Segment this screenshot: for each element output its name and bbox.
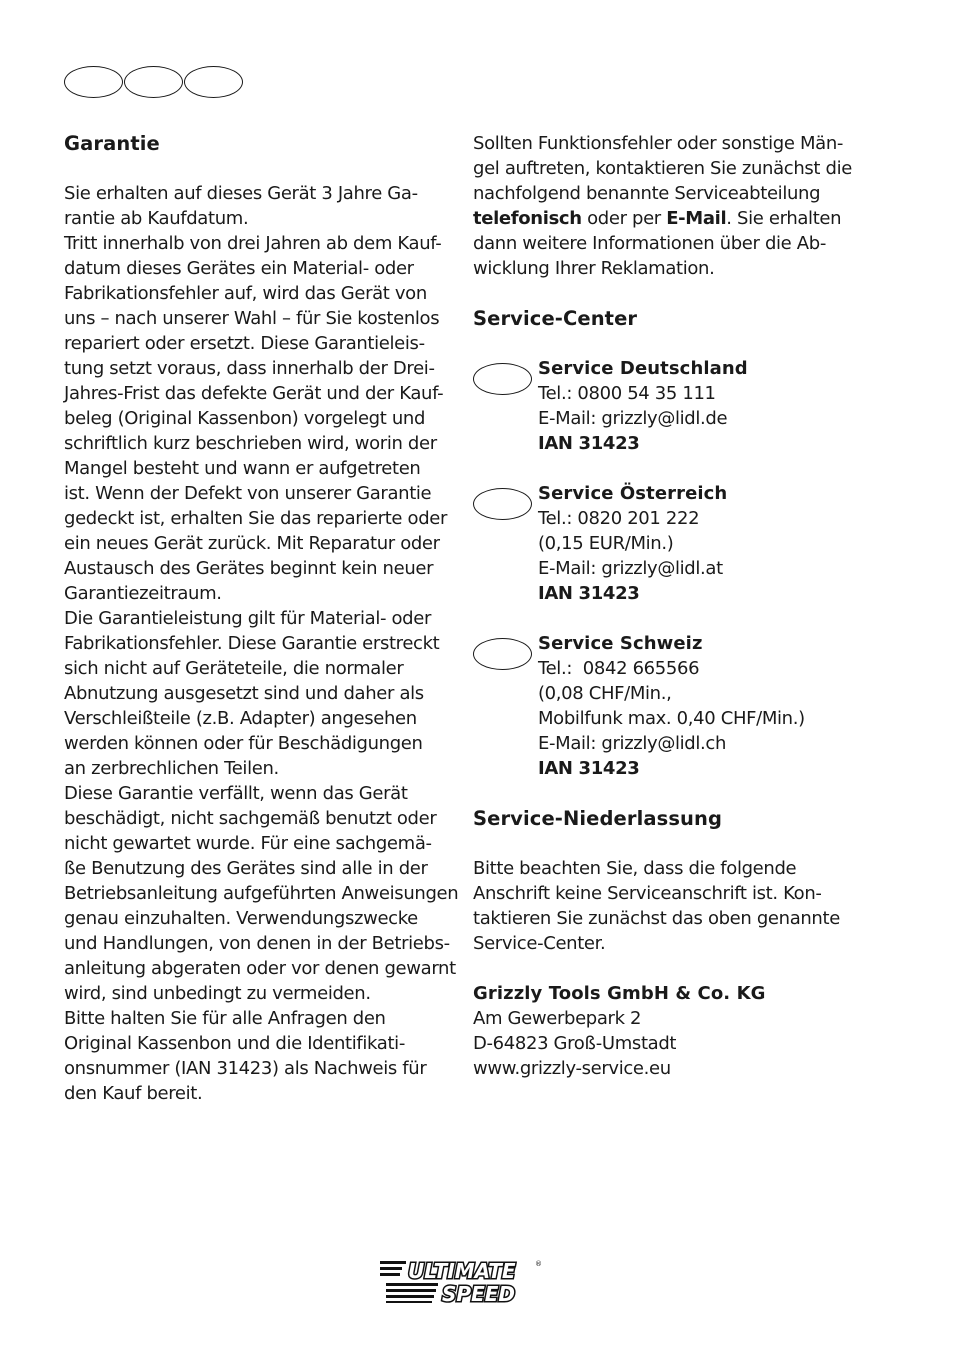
guarantee-line: Garantiezeitraum. [64, 583, 222, 604]
guarantee-line: und Handlungen, von denen in der Betriebs- [64, 933, 450, 954]
guarantee-line: schriftlich kurz beschrieben wird, worin der [64, 433, 437, 454]
guarantee-line: ist. Wenn der Defekt von unserer Garantie [64, 483, 432, 504]
niederlassung-heading: Service-Niederlassung [473, 807, 723, 830]
guarantee-line: Fabrikationsfehler auf, wird das Gerät von [64, 283, 427, 304]
guarantee-heading: Garantie [64, 132, 160, 155]
niederlassung-line: Service-Center. [473, 933, 606, 954]
service-center-heading: Service-Center [473, 307, 638, 330]
guarantee-line: gedeckt ist, erhalten Sie das reparierte oder [64, 508, 448, 529]
guarantee-line: den Kauf bereit. [64, 1083, 203, 1104]
guarantee-line: Sie erhalten auf dieses Gerät 3 Jahre Ga- [64, 183, 418, 204]
niederlassung-line: Anschrift keine Serviceanschrift ist. Kon- [473, 883, 822, 904]
guarantee-line: wird, sind unbedingt zu vermeiden. [64, 983, 371, 1004]
service-email: E-Mail: grizzly@lidl.at [538, 558, 723, 579]
guarantee-line: ße Benutzung des Gerätes sind alle in der [64, 858, 428, 879]
country-code-ovals [64, 66, 243, 98]
company-address [473, 981, 873, 1081]
company-web: www.grizzly-service.eu [473, 1058, 671, 1079]
guarantee-line: anleitung abgeraten oder vor denen gewarnt [64, 958, 456, 979]
guarantee-text [64, 181, 459, 1106]
service-rate-mobile: Mobilfunk max. 0,40 CHF/Min.) [538, 708, 805, 729]
guarantee-line: Abnutzung ausgesetzt sind und daher als [64, 683, 424, 704]
guarantee-line: Austausch des Gerätes beginnt kein neuer [64, 558, 434, 579]
intro-line: nachfolgend benannte Serviceabteilung [473, 183, 821, 204]
ultimate-speed-logo [378, 1256, 543, 1306]
email-emphasis: E-Mail [666, 208, 727, 229]
service-phone: Tel.: 0820 201 222 [538, 508, 700, 529]
niederlassung-text [473, 856, 873, 956]
guarantee-line: Jahres-Frist das defekte Gerät und der Kauf- [64, 383, 444, 404]
country-oval-switzerland [473, 638, 532, 670]
service-email: E-Mail: grizzly@lidl.de [538, 408, 728, 429]
guarantee-line: tung setzt voraus, dass innerhalb der Drei- [64, 358, 435, 379]
guarantee-line: datum dieses Gerätes ein Material- oder [64, 258, 414, 279]
service-rate: (0,08 CHF/Min., [538, 683, 672, 704]
country-oval-3 [184, 66, 243, 98]
service-rate: (0,15 EUR/Min.) [538, 533, 674, 554]
service-title: Service Österreich [538, 483, 728, 504]
intro-line-mid: oder per [581, 208, 667, 229]
service-ian: IAN 31423 [538, 758, 640, 779]
intro-line: gel auftreten, kontaktieren Sie zunächst die [473, 158, 852, 179]
guarantee-line: Bitte halten Sie für alle Anfragen den [64, 1008, 386, 1029]
guarantee-line: Mangel besteht und wann er aufgetreten [64, 458, 421, 479]
country-oval-germany [473, 363, 532, 395]
service-phone: Tel.: 0800 54 35 111 [538, 383, 716, 404]
company-name: Grizzly Tools GmbH & Co. KG [473, 983, 766, 1004]
country-oval-austria [473, 488, 532, 520]
guarantee-line: Tritt innerhalb von drei Jahren ab dem Kauf- [64, 233, 442, 254]
service-ian: IAN 31423 [538, 583, 640, 604]
company-city: D-64823 Groß-Umstadt [473, 1033, 677, 1054]
guarantee-line: sich nicht auf Geräteteile, die normaler [64, 658, 404, 679]
guarantee-line: nicht gewartet wurde. Für eine sachgemä- [64, 833, 432, 854]
guarantee-column [64, 131, 459, 1106]
telefonisch-emphasis: telefonisch [473, 208, 582, 229]
service-ian: IAN 31423 [538, 433, 640, 454]
guarantee-line: an zerbrechlichen Teilen. [64, 758, 279, 779]
guarantee-line: uns – nach unserer Wahl – für Sie kostenlos [64, 308, 440, 329]
service-switzerland [473, 631, 873, 781]
guarantee-line: repariert oder ersetzt. Diese Garantieleis- [64, 333, 425, 354]
guarantee-line: beleg (Original Kassenbon) vorgelegt und [64, 408, 426, 429]
logo-line2: SPEED [442, 1282, 515, 1306]
niederlassung-line: taktieren Sie zunächst das oben genannte [473, 908, 840, 929]
guarantee-line: Fabrikationsfehler. Diese Garantie erstreckt [64, 633, 440, 654]
intro-line: Sollten Funktionsfehler oder sonstige Män- [473, 133, 844, 154]
guarantee-line: Verschleißteile (z.B. Adapter) angesehen [64, 708, 417, 729]
intro-line [473, 206, 873, 231]
company-street: Am Gewerbepark 2 [473, 1008, 642, 1029]
guarantee-line: rantie ab Kaufdatum. [64, 208, 249, 229]
guarantee-line: beschädigt, nicht sachgemäß benutzt oder [64, 808, 437, 829]
service-title: Service Schweiz [538, 633, 703, 654]
service-intro [473, 131, 873, 281]
service-column [473, 131, 873, 1081]
logo-line1: ULTIMATE [408, 1259, 516, 1283]
intro-line: dann weitere Informationen über die Ab- [473, 233, 826, 254]
service-germany [473, 356, 873, 456]
guarantee-line: Original Kassenbon und die Identifikati- [64, 1033, 405, 1054]
guarantee-line: Betriebsanleitung aufgeführten Anweisungen [64, 883, 459, 904]
guarantee-line: onsnummer (IAN 31423) als Nachweis für [64, 1058, 427, 1079]
service-email: E-Mail: grizzly@lidl.ch [538, 733, 726, 754]
guarantee-line: werden können oder für Beschädigungen [64, 733, 423, 754]
country-oval-2 [124, 66, 183, 98]
country-oval-1 [64, 66, 123, 98]
service-austria [473, 481, 873, 606]
service-title: Service Deutschland [538, 358, 748, 379]
intro-line: wicklung Ihrer Reklamation. [473, 258, 715, 279]
guarantee-line: Die Garantieleistung gilt für Material- oder [64, 608, 432, 629]
guarantee-line: Diese Garantie verfällt, wenn das Gerät [64, 783, 408, 804]
guarantee-line: ein neues Gerät zurück. Mit Reparatur oder [64, 533, 440, 554]
guarantee-line: genau einzuhalten. Verwendungszwecke [64, 908, 418, 929]
intro-line-end: . Sie erhalten [726, 208, 842, 229]
niederlassung-line: Bitte beachten Sie, dass die folgende [473, 858, 797, 879]
service-phone: Tel.: 0842 665566 [538, 658, 700, 679]
logo-registered-mark: ® [535, 1260, 542, 1268]
